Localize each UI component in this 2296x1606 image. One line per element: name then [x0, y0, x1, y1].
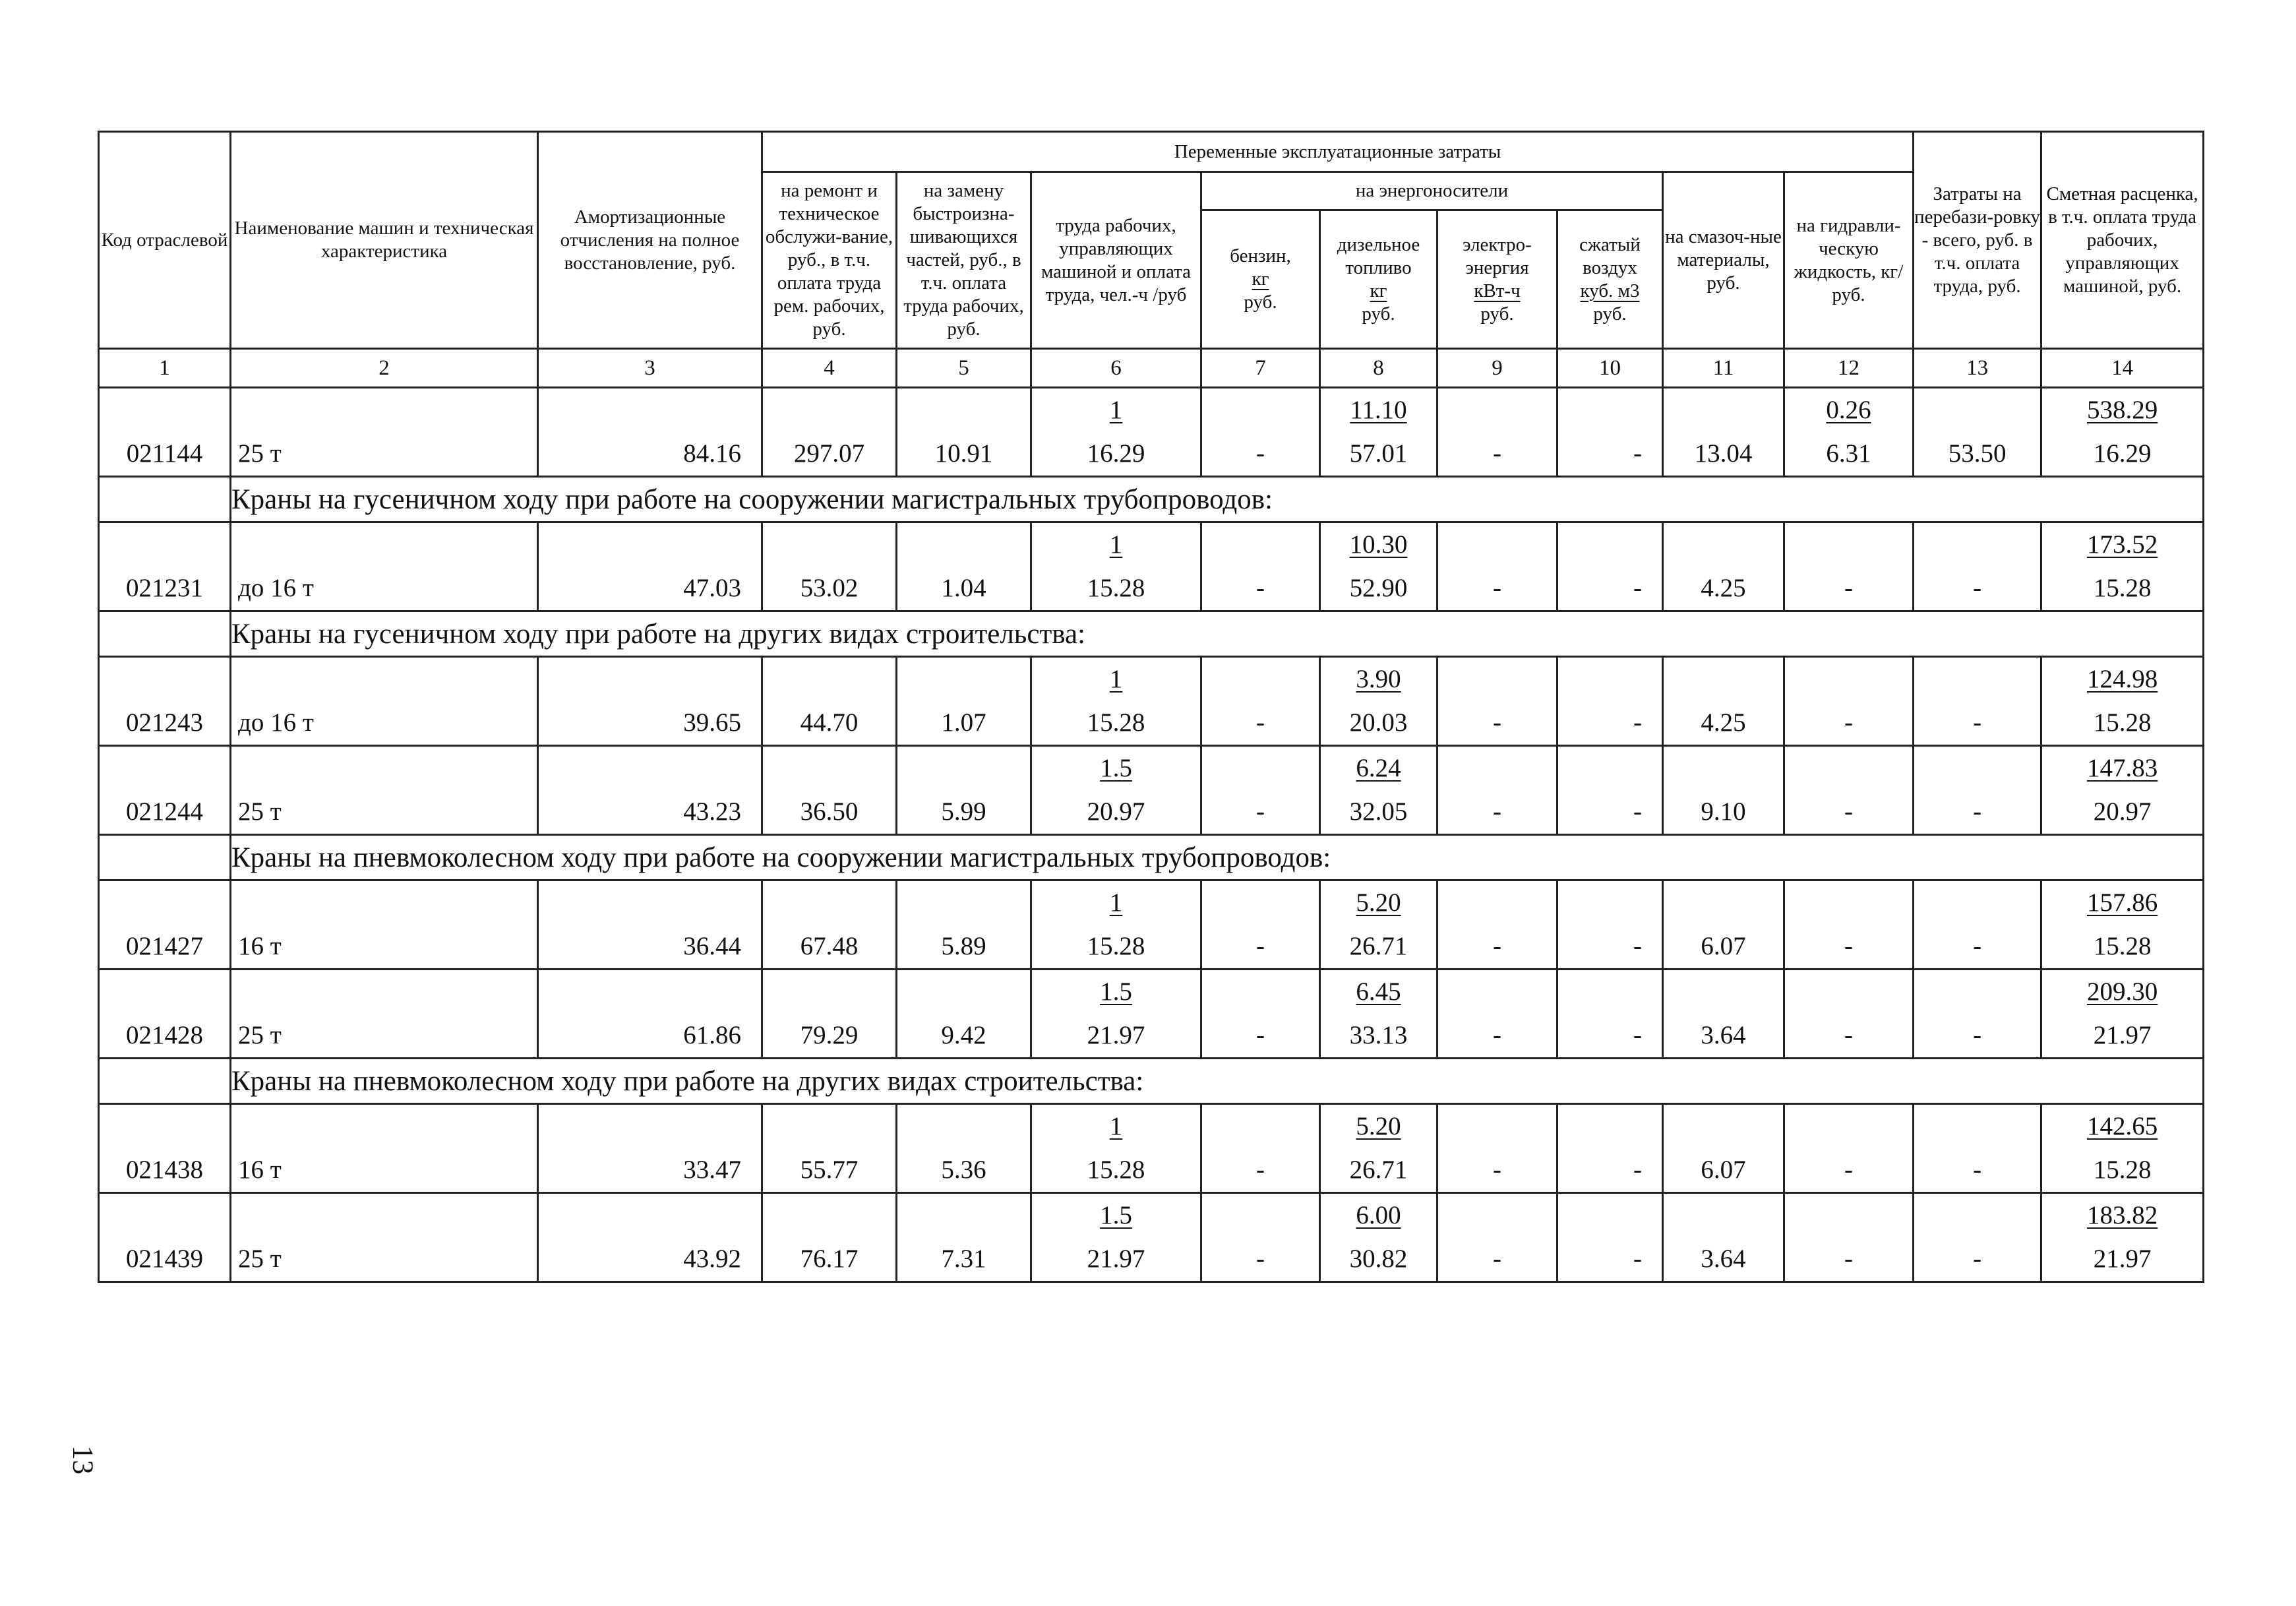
- replace-value: 5.36: [897, 1104, 1031, 1193]
- rate-value: 124.98 15.28: [2041, 657, 2204, 746]
- repair-value: 67.48: [762, 880, 897, 970]
- hydraulic-value: -: [1784, 522, 1914, 611]
- machine-code: 021243: [99, 657, 231, 746]
- petrol-value: -: [1201, 388, 1320, 477]
- repair-value: 36.50: [762, 746, 897, 835]
- amortization-value: 84.16: [538, 388, 762, 477]
- machine-code: 021428: [99, 970, 231, 1059]
- amortization-value: 36.44: [538, 880, 762, 970]
- machine-name: 16 т: [231, 880, 538, 970]
- relocation-value: -: [1914, 657, 2041, 746]
- machine-name: 25 т: [231, 1193, 538, 1282]
- machine-name: 25 т: [231, 388, 538, 477]
- header-rate: Сметная расценка, в т.ч. оплата труда рабочих, управляющих машиной, руб.: [2041, 132, 2204, 349]
- relocation-value: -: [1914, 1104, 2041, 1193]
- machine-code: 021439: [99, 1193, 231, 1282]
- machine-cost-table: [98, 131, 2204, 1283]
- diesel-value: 6.24 32.05: [1320, 746, 1437, 835]
- relocation-value: 53.50: [1914, 388, 2041, 477]
- replace-value: 7.31: [897, 1193, 1031, 1282]
- header-amortization: Амортизационные отчисления на полное восстановление, руб.: [538, 132, 762, 349]
- electricity-value: -: [1437, 746, 1557, 835]
- petrol-value: -: [1201, 657, 1320, 746]
- electricity-value: -: [1437, 1193, 1557, 1282]
- header-code: Код отраслевой: [99, 132, 231, 349]
- diesel-value: 5.20 26.71: [1320, 880, 1437, 970]
- hydraulic-value: -: [1784, 746, 1914, 835]
- lube-value: 4.25: [1663, 657, 1784, 746]
- petrol-value: -: [1201, 1193, 1320, 1282]
- section-title: Краны на пневмоколесном ходу при работе на других видах строительства:: [231, 1059, 2204, 1104]
- amortization-value: 43.23: [538, 746, 762, 835]
- rate-value: 538.29 16.29: [2041, 388, 2204, 477]
- petrol-value: -: [1201, 746, 1320, 835]
- repair-value: 76.17: [762, 1193, 897, 1282]
- diesel-value: 10.30 52.90: [1320, 522, 1437, 611]
- table-row: [99, 746, 2204, 835]
- air-value: -: [1557, 1104, 1663, 1193]
- section-title: Краны на гусеничном ходу при работе на сооружении магистральных трубопроводов:: [231, 477, 2204, 522]
- machine-code: 021144: [99, 388, 231, 477]
- air-value: -: [1557, 657, 1663, 746]
- electricity-value: -: [1437, 970, 1557, 1059]
- machine-name: до 16 т: [231, 522, 538, 611]
- replace-value: 9.42: [897, 970, 1031, 1059]
- petrol-value: -: [1201, 880, 1320, 970]
- header-hydraulic: на гидравли-ческую жидкость, кг/руб.: [1784, 172, 1914, 349]
- diesel-value: 3.90 20.03: [1320, 657, 1437, 746]
- header-energy: на энергоносители: [1201, 172, 1663, 210]
- relocation-value: -: [1914, 1193, 2041, 1282]
- table-row: [99, 970, 2204, 1059]
- lube-value: 3.64: [1663, 970, 1784, 1059]
- header-labor: труда рабочих, управляющих машиной и оплата труда, чел.-ч /руб: [1031, 172, 1201, 349]
- labor-value: 1 15.28: [1031, 522, 1201, 611]
- repair-value: 55.77: [762, 1104, 897, 1193]
- machine-code: 021231: [99, 522, 231, 611]
- column-numbers-row: 1 2 3 4 5 6 7 8 9 10 11 12 13 14: [99, 349, 2204, 388]
- labor-value: 1.5 21.97: [1031, 1193, 1201, 1282]
- petrol-value: -: [1201, 970, 1320, 1059]
- repair-value: 297.07: [762, 388, 897, 477]
- lube-value: 4.25: [1663, 522, 1784, 611]
- air-value: -: [1557, 1193, 1663, 1282]
- header-diesel: дизельное топливо кг руб.: [1320, 210, 1437, 349]
- section-heading-row: [99, 477, 2204, 522]
- amortization-value: 61.86: [538, 970, 762, 1059]
- lube-value: 9.10: [1663, 746, 1784, 835]
- rate-value: 209.30 21.97: [2041, 970, 2204, 1059]
- header-petrol: бензин, кг руб.: [1201, 210, 1320, 349]
- header-lube: на смазоч-ные материалы, руб.: [1663, 172, 1784, 349]
- machine-name: 25 т: [231, 746, 538, 835]
- lube-value: 6.07: [1663, 880, 1784, 970]
- petrol-value: -: [1201, 1104, 1320, 1193]
- diesel-value: 6.45 33.13: [1320, 970, 1437, 1059]
- air-value: -: [1557, 522, 1663, 611]
- rate-value: 183.82 21.97: [2041, 1193, 2204, 1282]
- table-row: [99, 880, 2204, 970]
- air-value: -: [1557, 970, 1663, 1059]
- rate-value: 142.65 15.28: [2041, 1104, 2204, 1193]
- electricity-value: -: [1437, 880, 1557, 970]
- table-row: [99, 388, 2204, 477]
- page-number: 13: [67, 1445, 100, 1475]
- relocation-value: -: [1914, 970, 2041, 1059]
- hydraulic-value: -: [1784, 970, 1914, 1059]
- diesel-value: 6.00 30.82: [1320, 1193, 1437, 1282]
- electricity-value: -: [1437, 388, 1557, 477]
- section-heading-row: [99, 835, 2204, 880]
- table-row: [99, 1193, 2204, 1282]
- relocation-value: -: [1914, 522, 2041, 611]
- electricity-value: -: [1437, 657, 1557, 746]
- rate-value: 147.83 20.97: [2041, 746, 2204, 835]
- section-heading-row: [99, 611, 2204, 657]
- diesel-value: 11.10 57.01: [1320, 388, 1437, 477]
- replace-value: 10.91: [897, 388, 1031, 477]
- header-repair: на ремонт и техническое обслужи-вание, руб., в т.ч. оплата труда рем. рабочих, руб.: [762, 172, 897, 349]
- hydraulic-value: 0.26 6.31: [1784, 388, 1914, 477]
- labor-value: 1.5 20.97: [1031, 746, 1201, 835]
- petrol-value: -: [1201, 522, 1320, 611]
- table-row: [99, 657, 2204, 746]
- machine-code: 021244: [99, 746, 231, 835]
- section-title: Краны на пневмоколесном ходу при работе на сооружении магистральных трубопроводов:: [231, 835, 2204, 880]
- amortization-value: 47.03: [538, 522, 762, 611]
- lube-value: 13.04: [1663, 388, 1784, 477]
- machine-name: 25 т: [231, 970, 538, 1059]
- machine-code: 021438: [99, 1104, 231, 1193]
- repair-value: 44.70: [762, 657, 897, 746]
- labor-value: 1 15.28: [1031, 1104, 1201, 1193]
- labor-value: 1 15.28: [1031, 657, 1201, 746]
- electricity-value: -: [1437, 522, 1557, 611]
- electricity-value: -: [1437, 1104, 1557, 1193]
- header-electricity: электро-энергия кВт-ч руб.: [1437, 210, 1557, 349]
- header-name: Наименование машин и техническая характеристика: [231, 132, 538, 349]
- section-title: Краны на гусеничном ходу при работе на других видах строительства:: [231, 611, 2204, 657]
- table-row: [99, 1104, 2204, 1193]
- labor-value: 1 15.28: [1031, 880, 1201, 970]
- repair-value: 53.02: [762, 522, 897, 611]
- relocation-value: -: [1914, 746, 2041, 835]
- table-row: [99, 522, 2204, 611]
- hydraulic-value: -: [1784, 657, 1914, 746]
- lube-value: 3.64: [1663, 1193, 1784, 1282]
- amortization-value: 33.47: [538, 1104, 762, 1193]
- air-value: -: [1557, 388, 1663, 477]
- air-value: -: [1557, 880, 1663, 970]
- replace-value: 1.04: [897, 522, 1031, 611]
- machine-name: 16 т: [231, 1104, 538, 1193]
- replace-value: 5.89: [897, 880, 1031, 970]
- header-variable-costs: Переменные эксплуатационные затраты: [762, 132, 1914, 172]
- labor-value: 1.5 21.97: [1031, 970, 1201, 1059]
- hydraulic-value: -: [1784, 1104, 1914, 1193]
- section-heading-row: [99, 1059, 2204, 1104]
- lube-value: 6.07: [1663, 1104, 1784, 1193]
- rate-value: 173.52 15.28: [2041, 522, 2204, 611]
- header-compressed-air: сжатый воздух куб. м3 руб.: [1557, 210, 1663, 349]
- amortization-value: 43.92: [538, 1193, 762, 1282]
- repair-value: 79.29: [762, 970, 897, 1059]
- replace-value: 5.99: [897, 746, 1031, 835]
- replace-value: 1.07: [897, 657, 1031, 746]
- relocation-value: -: [1914, 880, 2041, 970]
- hydraulic-value: -: [1784, 1193, 1914, 1282]
- labor-value: 1 16.29: [1031, 388, 1201, 477]
- hydraulic-value: -: [1784, 880, 1914, 970]
- rate-value: 157.86 15.28: [2041, 880, 2204, 970]
- diesel-value: 5.20 26.71: [1320, 1104, 1437, 1193]
- header-replace: на замену быстроизна-шивающихся частей, руб., в т.ч. оплата труда рабочих, руб.: [897, 172, 1031, 349]
- header-relocation: Затраты на перебази-ровку - всего, руб. в т.ч. оплата труда, руб.: [1914, 132, 2041, 349]
- amortization-value: 39.65: [538, 657, 762, 746]
- machine-name: до 16 т: [231, 657, 538, 746]
- machine-code: 021427: [99, 880, 231, 970]
- air-value: -: [1557, 746, 1663, 835]
